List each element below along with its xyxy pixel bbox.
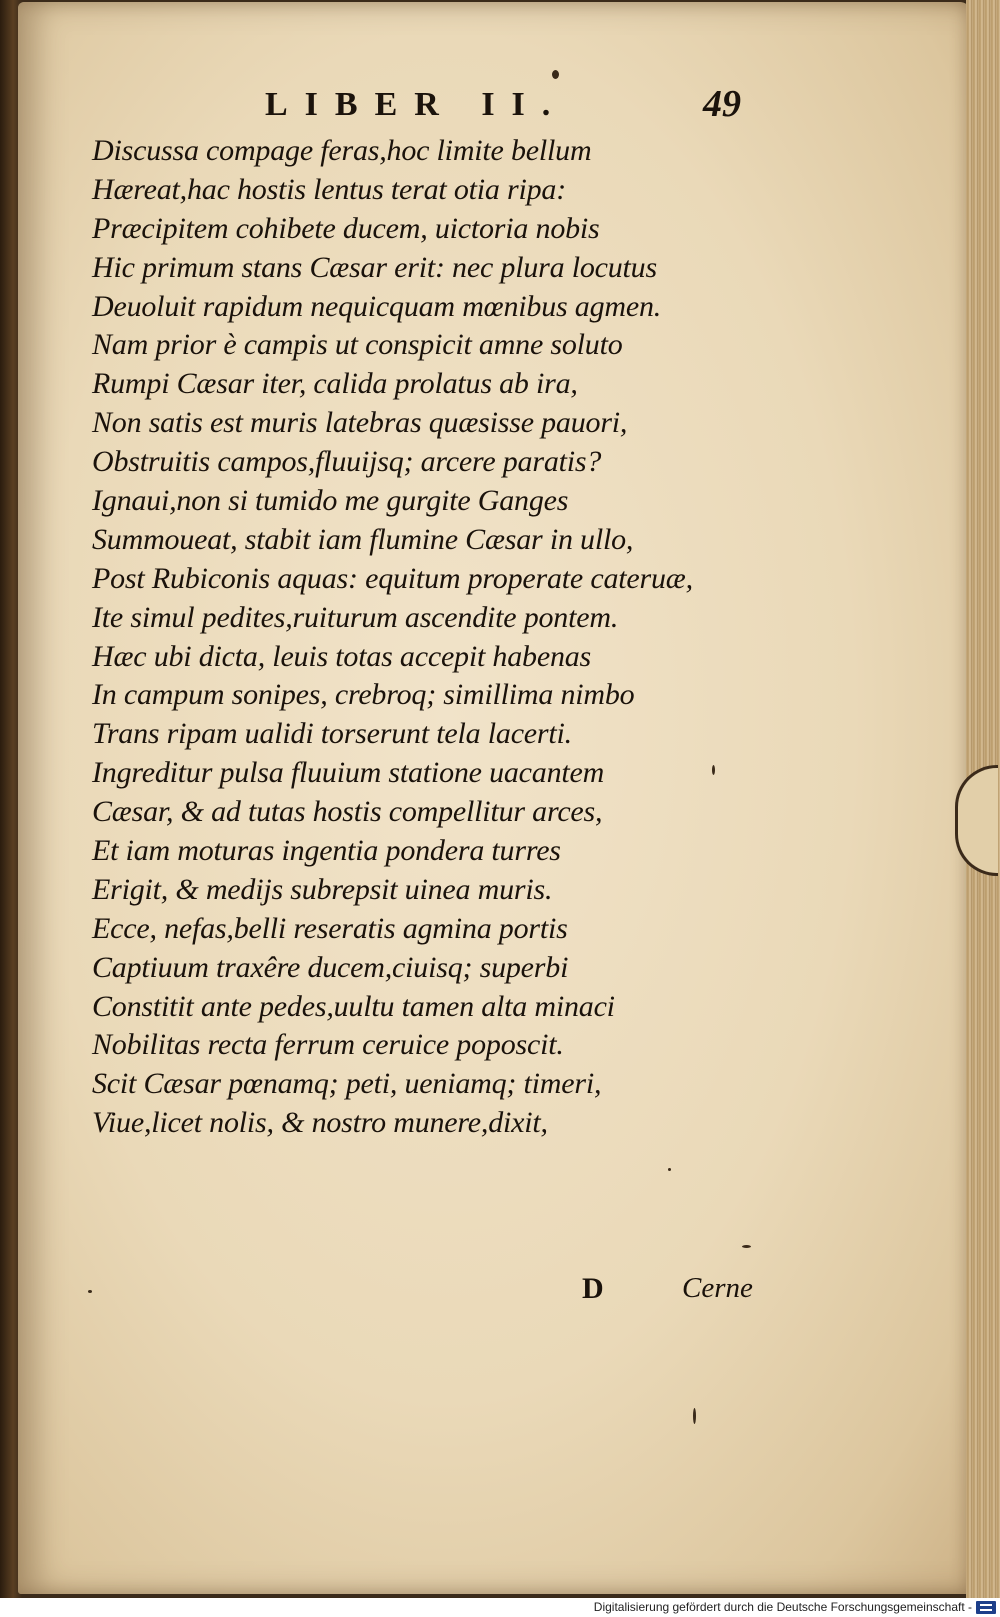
verse-line: Hæc ubi dicta, leuis totas accepit habenas: [92, 639, 592, 673]
page-footer: [92, 1272, 772, 1312]
verse-line: Præcipitem cohibete ducem, uictoria nobis: [92, 211, 600, 245]
verse-line: Deuoluit rapidum nequicquam mœnibus agmen.: [92, 289, 662, 323]
signature-mark: D: [582, 1272, 604, 1305]
digitization-credit-bar: [0, 1598, 1000, 1617]
running-head: LIBER II.: [265, 86, 568, 123]
verse-line: Hic primum stans Cæsar erit: nec plura locutus: [92, 250, 657, 284]
verse-line: Ecce, nefas,belli reseratis agmina portis: [92, 911, 568, 945]
verse-line: Nobilitas recta ferrum ceruice poposcit.: [92, 1028, 564, 1062]
catchword: Cerne: [682, 1272, 753, 1304]
verse-text-block: [92, 132, 772, 1143]
verse-line: Ingreditur pulsa fluuium statione uacantem: [92, 756, 605, 790]
verse-line: Viue,licet nolis, & nostro munere,dixit,: [92, 1106, 548, 1140]
verse-line: In campum sonipes, crebroq; simillima nimbo: [92, 678, 635, 712]
verse-line: Constitit ante pedes,uultu tamen alta minaci: [92, 989, 615, 1023]
verse-line: Et iam moturas ingentia pondera turres: [92, 834, 561, 868]
verse-line: Ignaui,non si tumido me gurgite Ganges: [92, 484, 569, 518]
dfg-logo-icon: [976, 1601, 996, 1614]
verse-line: Trans ripam ualidi torserunt tela lacerti.: [92, 717, 572, 751]
verse-line: Captiuum traxêre ducem,ciuisq; superbi: [92, 950, 569, 984]
verse-line: Erigit, & medijs subrepsit uinea muris.: [92, 872, 553, 906]
verse-line: Obstruitis campos,fluuijsq; arcere paratis?: [92, 445, 602, 479]
verse-line: Non satis est muris latebras quæsisse pauori,: [92, 406, 628, 440]
digitization-credit: Digitalisierung gefördert durch die Deutsche Forschungsgemeinschaft -: [593, 1600, 972, 1614]
verse-line: Hæreat,hac hostis lentus terat otia ripa:: [92, 172, 567, 206]
verse-line: Nam prior è campis ut conspicit amne soluto: [92, 328, 623, 362]
verse-line: Post Rubiconis aquas: equitum properate cateruæ,: [92, 561, 693, 595]
verse-line: Rumpi Cæsar iter, calida prolatus ab ira,: [92, 367, 578, 401]
verse-line: Cæsar, & ad tutas hostis compellitur arces,: [92, 795, 603, 829]
verse-line: Scit Cæsar pœnamq; peti, ueniamq; timeri,: [92, 1067, 602, 1101]
verse-line: Discussa compage feras,hoc limite bellum: [92, 134, 592, 167]
page-header: [265, 82, 765, 132]
verse-line: Summoueat, stabit iam flumine Cæsar in ullo,: [92, 522, 634, 556]
page-number: 49: [703, 83, 741, 125]
verse-line: Ite simul pedites,ruiturum ascendite pontem.: [92, 600, 619, 634]
